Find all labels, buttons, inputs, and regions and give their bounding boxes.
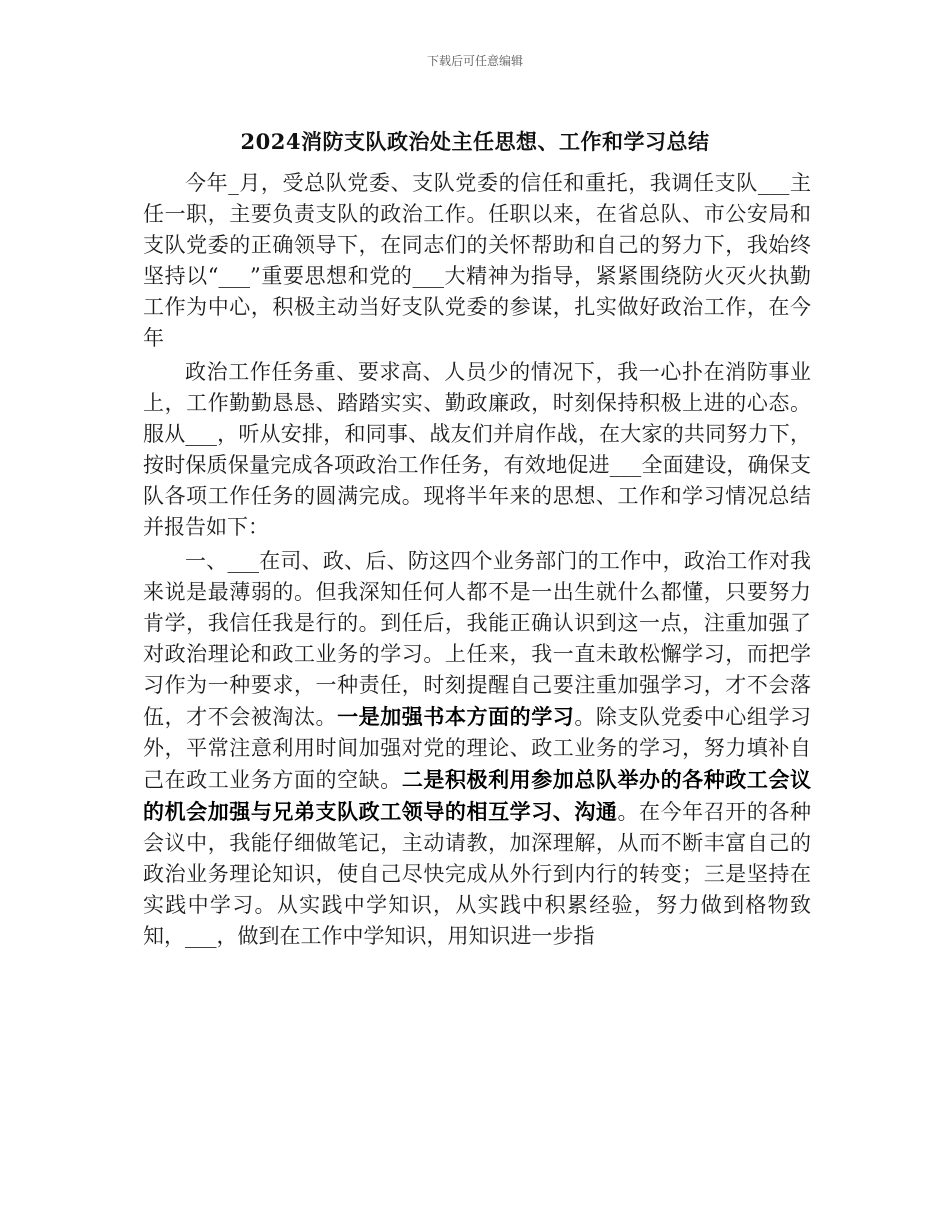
paragraph-3 <box>143 546 811 952</box>
paragraph-1 <box>143 168 811 354</box>
paragraph-text: 。在今年召开的各种会议中，我能仔细做笔记，主动请教，加深理解，从而不断丰富自己的政治业务理论知识，使自己尽快完成从外行到内行的转变；三是坚持在实践中学习。从实践中学知识，从实践中积累经验，努力做到格物致知，___，做到在工作中学知识，用知识进一步指 <box>143 800 812 948</box>
paragraph-2 <box>143 357 811 543</box>
header-note: 下载后可任意编辑 <box>426 54 523 68</box>
paragraph-text: 一、___在司、政、后、防这四个业务部门的工作中，政治工作对我来说是最薄弱的。但我深知任何人都不是一出生就什么都懂，只要努力肯学，我信任我是行的。到任后，我能正确认识到这一点，注重加强了对政治理论和政工业务的学习。上任来，我一直未敢松懈学习，而把学习作为一种要求，一种责任，时刻提醒自己要注重加强学习，才不会落伍，才不会被淘汰。 <box>143 549 811 729</box>
paragraph-text: 。除支队党委中心组学习外，平常注意利用时间加强对党的理论、政工业务的学习，努力填补自己在政工业务方面的空缺。 <box>143 705 812 792</box>
bold-emphasis-text: 一是加强书本方面的学习 <box>337 704 575 729</box>
paragraph-text: 今年_月，受总队党委、支队党委的信任和重托，我调任支队___主任一职，主要负责支队的政治工作。任职以来，在省总队、市公安局和支队党委的正确领导下，在同志们的关怀帮助和自己的努力下，我始终坚持以“___”重要思想和党的___大精神为指导，紧紧围绕防火灭火执勤工作为中心，积极主动当好支队党委的参谋，扎实做好政治工作，在今年 <box>143 171 811 350</box>
document-body <box>143 168 811 952</box>
paragraph-text: 政治工作任务重、要求高、人员少的情况下，我一心扑在消防事业上，工作勤勤恳恳、踏踏实实、勤政廉政，时刻保持积极上进的心态。服从___，听从安排，和同事、战友们并肩作战，在大家的共同努力下，按时保质保量完成各项政治工作任务，有效地促进___全面建设，确保支队各项工作任务的圆满完成。现将半年来的思想、工作和学习情况总结并报告如下： <box>143 360 811 539</box>
document-title: 2024消防支队政治处主任思想、工作和学习总结 <box>240 129 710 154</box>
bold-emphasis-text: 二是积极利用参加总队举办的各种政工会议的机会加强与兄弟支队政工领导的相互学习、沟通 <box>143 767 812 824</box>
